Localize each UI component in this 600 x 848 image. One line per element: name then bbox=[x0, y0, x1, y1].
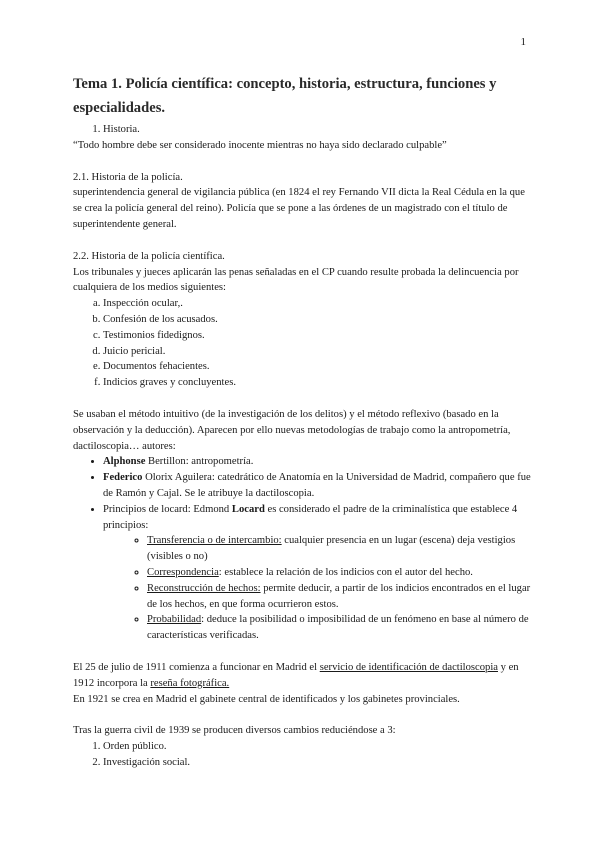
text: y en 1912 incorpora la bbox=[73, 661, 519, 689]
text: El 25 de julio de 1911 comienza a funcionar en Madrid el bbox=[73, 661, 320, 673]
list-item: c. Testimonios fidedignos. bbox=[103, 328, 533, 344]
underlined-text: servicio de identificación de dactiloscopia bbox=[319, 661, 498, 673]
section-2-1-heading: 2.1. Historia de la policía. bbox=[73, 171, 183, 183]
list-item: d. Juicio pericial. bbox=[103, 344, 533, 360]
principle-desc: permite deducir, a partir de los indicios encontrados en el lugar de los hechos, en que forma ocurrieron estos. bbox=[147, 582, 531, 610]
list-item bbox=[147, 565, 533, 581]
section-2-2-heading: 2.2. Historia de la policía científica. bbox=[73, 250, 225, 262]
list-item: e. Documentos fehacientes. bbox=[103, 359, 533, 375]
list-item: 1. Orden público. bbox=[103, 739, 533, 755]
list-item bbox=[103, 470, 533, 502]
list-item bbox=[103, 502, 533, 644]
section-2-1-body: superintendencia general de vigilancia pública (en 1824 el rey Fernando VII dicta la Real Cédula en la que se crea la policía general del reino). Policía que se pone a las órdenes de un magistrado con el título de superintendente general. bbox=[73, 187, 525, 230]
author-desc: Olorix Aguilera: catedrático de Anatomía en la Universidad de Madrid, compañero que fue de Ramón y Cajal. Se le atribuye la dactiloscopia. bbox=[103, 472, 531, 499]
changes-list bbox=[73, 739, 533, 771]
author-name: Federico bbox=[103, 472, 143, 484]
authors-list bbox=[73, 454, 533, 644]
page-number: 1 bbox=[520, 36, 526, 48]
document-body bbox=[73, 72, 533, 771]
principles-list bbox=[103, 533, 533, 644]
list-item bbox=[147, 533, 533, 565]
paragraph-1921: En 1921 se crea en Madrid el gabinete central de identificados y los gabinetes provinciales. bbox=[73, 693, 460, 705]
author-desc: Principios de locard: Edmond bbox=[103, 503, 232, 515]
principle-term: Reconstrucción de hechos: bbox=[147, 582, 261, 594]
principle-desc: cualquier presencia en un lugar (escena) deja vestigios (visibles o no) bbox=[147, 535, 516, 563]
list-item bbox=[147, 581, 533, 613]
section-2-2-intro: Los tribunales y jueces aplicarán las penas señaladas en el CP cuando resulte probada la delincuencia por cualquiera de los medios siguientes: bbox=[73, 266, 519, 294]
section-1-list bbox=[73, 122, 533, 138]
list-item: f. Indicios graves y concluyentes. bbox=[103, 375, 533, 391]
methods-paragraph: Se usaban el método intuitivo (de la investigación de los delitos) y el método reflexivo (basado en la observación y la deducción). Aparecen por ello nuevas metodologías de trabajo como la antropometría, dactiloscopia… autores: bbox=[73, 408, 511, 452]
quote: “Todo hombre debe ser considerado inocente mientras no haya sido declarado culpable” bbox=[73, 139, 447, 151]
author-name: Locard bbox=[231, 503, 265, 515]
list-item: 1. Historia. bbox=[103, 122, 533, 138]
principle-desc: : establece la relación de los indicios con el autor del hecho. bbox=[218, 566, 473, 578]
list-item: b. Confesión de los acusados. bbox=[103, 312, 533, 328]
page-title: Tema 1. Policía científica: concepto, historia, estructura, funciones y especialidades. bbox=[73, 76, 497, 116]
means-list bbox=[73, 296, 533, 391]
principle-term: Probabilidad bbox=[147, 614, 202, 626]
list-item bbox=[103, 454, 533, 470]
principle-term: Correspondencia bbox=[147, 566, 219, 578]
principle-desc: : deduce la posibilidad o imposibilidad de un fenómeno en base al número de características verificadas. bbox=[147, 614, 529, 642]
list-item: a. Inspección ocular,. bbox=[103, 296, 533, 312]
list-item: 2. Investigación social. bbox=[103, 755, 533, 771]
author-desc: Bertillon: antropometría. bbox=[145, 456, 254, 468]
paragraph-1939: Tras la guerra civil de 1939 se producen diversos cambios reduciéndose a 3: bbox=[73, 725, 396, 737]
list-item bbox=[147, 612, 533, 644]
principle-term: Transferencia o de intercambio: bbox=[147, 535, 282, 547]
author-desc: es considerado el padre de la criminalística que establece 4 principios: bbox=[103, 503, 518, 531]
underlined-text: reseña fotográfica. bbox=[150, 677, 230, 689]
paragraph-1911 bbox=[73, 660, 533, 692]
author-name: Alphonse bbox=[103, 456, 146, 468]
